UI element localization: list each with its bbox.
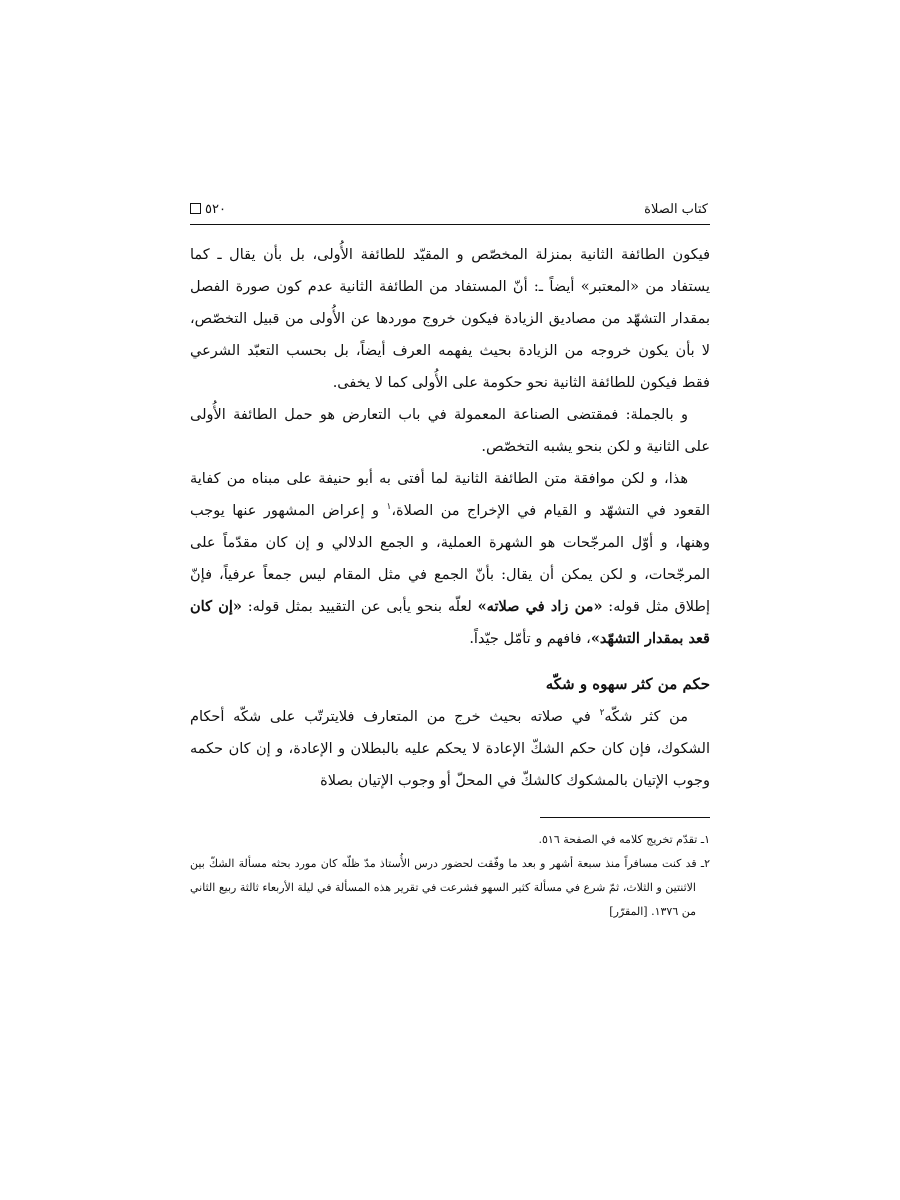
page xyxy=(190,196,710,924)
footnote-1: ١ـ تقدّم تخريج كلامه في الصفحة ٥١٦. xyxy=(538,833,710,846)
paragraph-3-text-2: و إعراض المشهور عنها يوجب وهنها، و أوّل المرجّحات هو الشهرة العملية، و الجمع الدلالي و إن كان مقدّماً على المرجّحات، و لكن يمكن أن يقال: بأنّ الجمع في مثل المقام ليس جمعاً عرفياً، فإنّ إطلاق مثل قوله: xyxy=(190,503,710,615)
footnote-ref-2: ٢ xyxy=(599,708,605,719)
paragraph-3-text-4: ، فافهم و تأمّل جيّداً. xyxy=(469,631,591,647)
running-title: كتاب الصلاة xyxy=(644,202,708,217)
quote-2: «إن كان قعد بمقدار التشهّد» xyxy=(190,598,710,647)
paragraph-1: فيكون الطائفة الثانية بمنزلة المخصّص و المقيّد للطائفة الأُولى، بل بأن يقال ـ كما يستفاد من «المعتبر» أيضاً ـ: أنّ المستفاد من الطائفة الثانية عدم كون صورة الفصل بمقدار التشهّد من مصاديق الزيادة فيكون خروج موردها عن الأُولى من قبيل التخصّص، لا بأن يكون خروجه من الزيادة بحيث يفهمه العرف أيضاً، بل بحسب التعبّد الشرعي فقط فيكون للطائفة الثانية نحو حكومة على الأُولى كما لا يخفى. xyxy=(190,247,710,391)
paragraph-3-text-3: لعلّه بنحو يأبى عن التقييد بمثل قوله: xyxy=(241,599,478,615)
body-text-2 xyxy=(190,701,710,797)
paragraph-4-text-1: من كثر شكّه xyxy=(604,709,688,725)
footnote-2: ٢ـ قد كنت مسافراً منذ سبعة أشهر و بعد ما وفّقت لحضور درس الأُستاذ مدّ ظلّه كان مورد بحثه مسألة الشكّ بين الاثنتين و الثلاث، ثمّ شرع في مسألة كثير السهو فشرعت في تقرير هذه المسألة في ليلة الأربعاء ثالثة ربيع الثاني من ١٣٧٦. [المقرّر] xyxy=(190,857,710,918)
footnotes xyxy=(190,828,710,924)
footnote-divider xyxy=(540,817,710,818)
paragraph-4 xyxy=(190,701,710,797)
running-header xyxy=(190,196,710,225)
paragraph-3-text-1: هذا، و لكن موافقة متن الطائفة الثانية لما أفتى به أبو حنيفة على مبناه من كفاية القعود في التشهّد و القيام في الإخراج من الصلاة، xyxy=(190,471,710,519)
section-heading: حكم من كثر سهوه و شكّه xyxy=(545,675,710,693)
quote-1: «من زاد في صلاته» xyxy=(477,598,603,615)
paragraph-2: و بالجملة: فمقتضى الصناعة المعمولة في باب التعارض هو حمل الطائفة الأُولى على الثانية و لكن بنحو يشبه التخصّص. xyxy=(190,407,710,455)
footnote-ref-1: ١ xyxy=(386,502,392,513)
page-number-block xyxy=(190,202,226,217)
square-icon xyxy=(190,203,201,214)
body-text xyxy=(190,239,710,655)
paragraph-3 xyxy=(190,463,710,655)
page-number: ٥٢٠ xyxy=(205,202,226,217)
paragraph-4-text-2: في صلاته بحيث خرج من المتعارف فلايترتّب على شكّه أحكام الشكوك، فإن كان حكم الشكّ الإعادة لا يحكم عليه بالبطلان و الإعادة، و إن كان حكمه وجوب الإتيان بالمشكوك كالشكّ في المحلّ أو وجوب الإتيان بصلاة xyxy=(190,709,710,789)
